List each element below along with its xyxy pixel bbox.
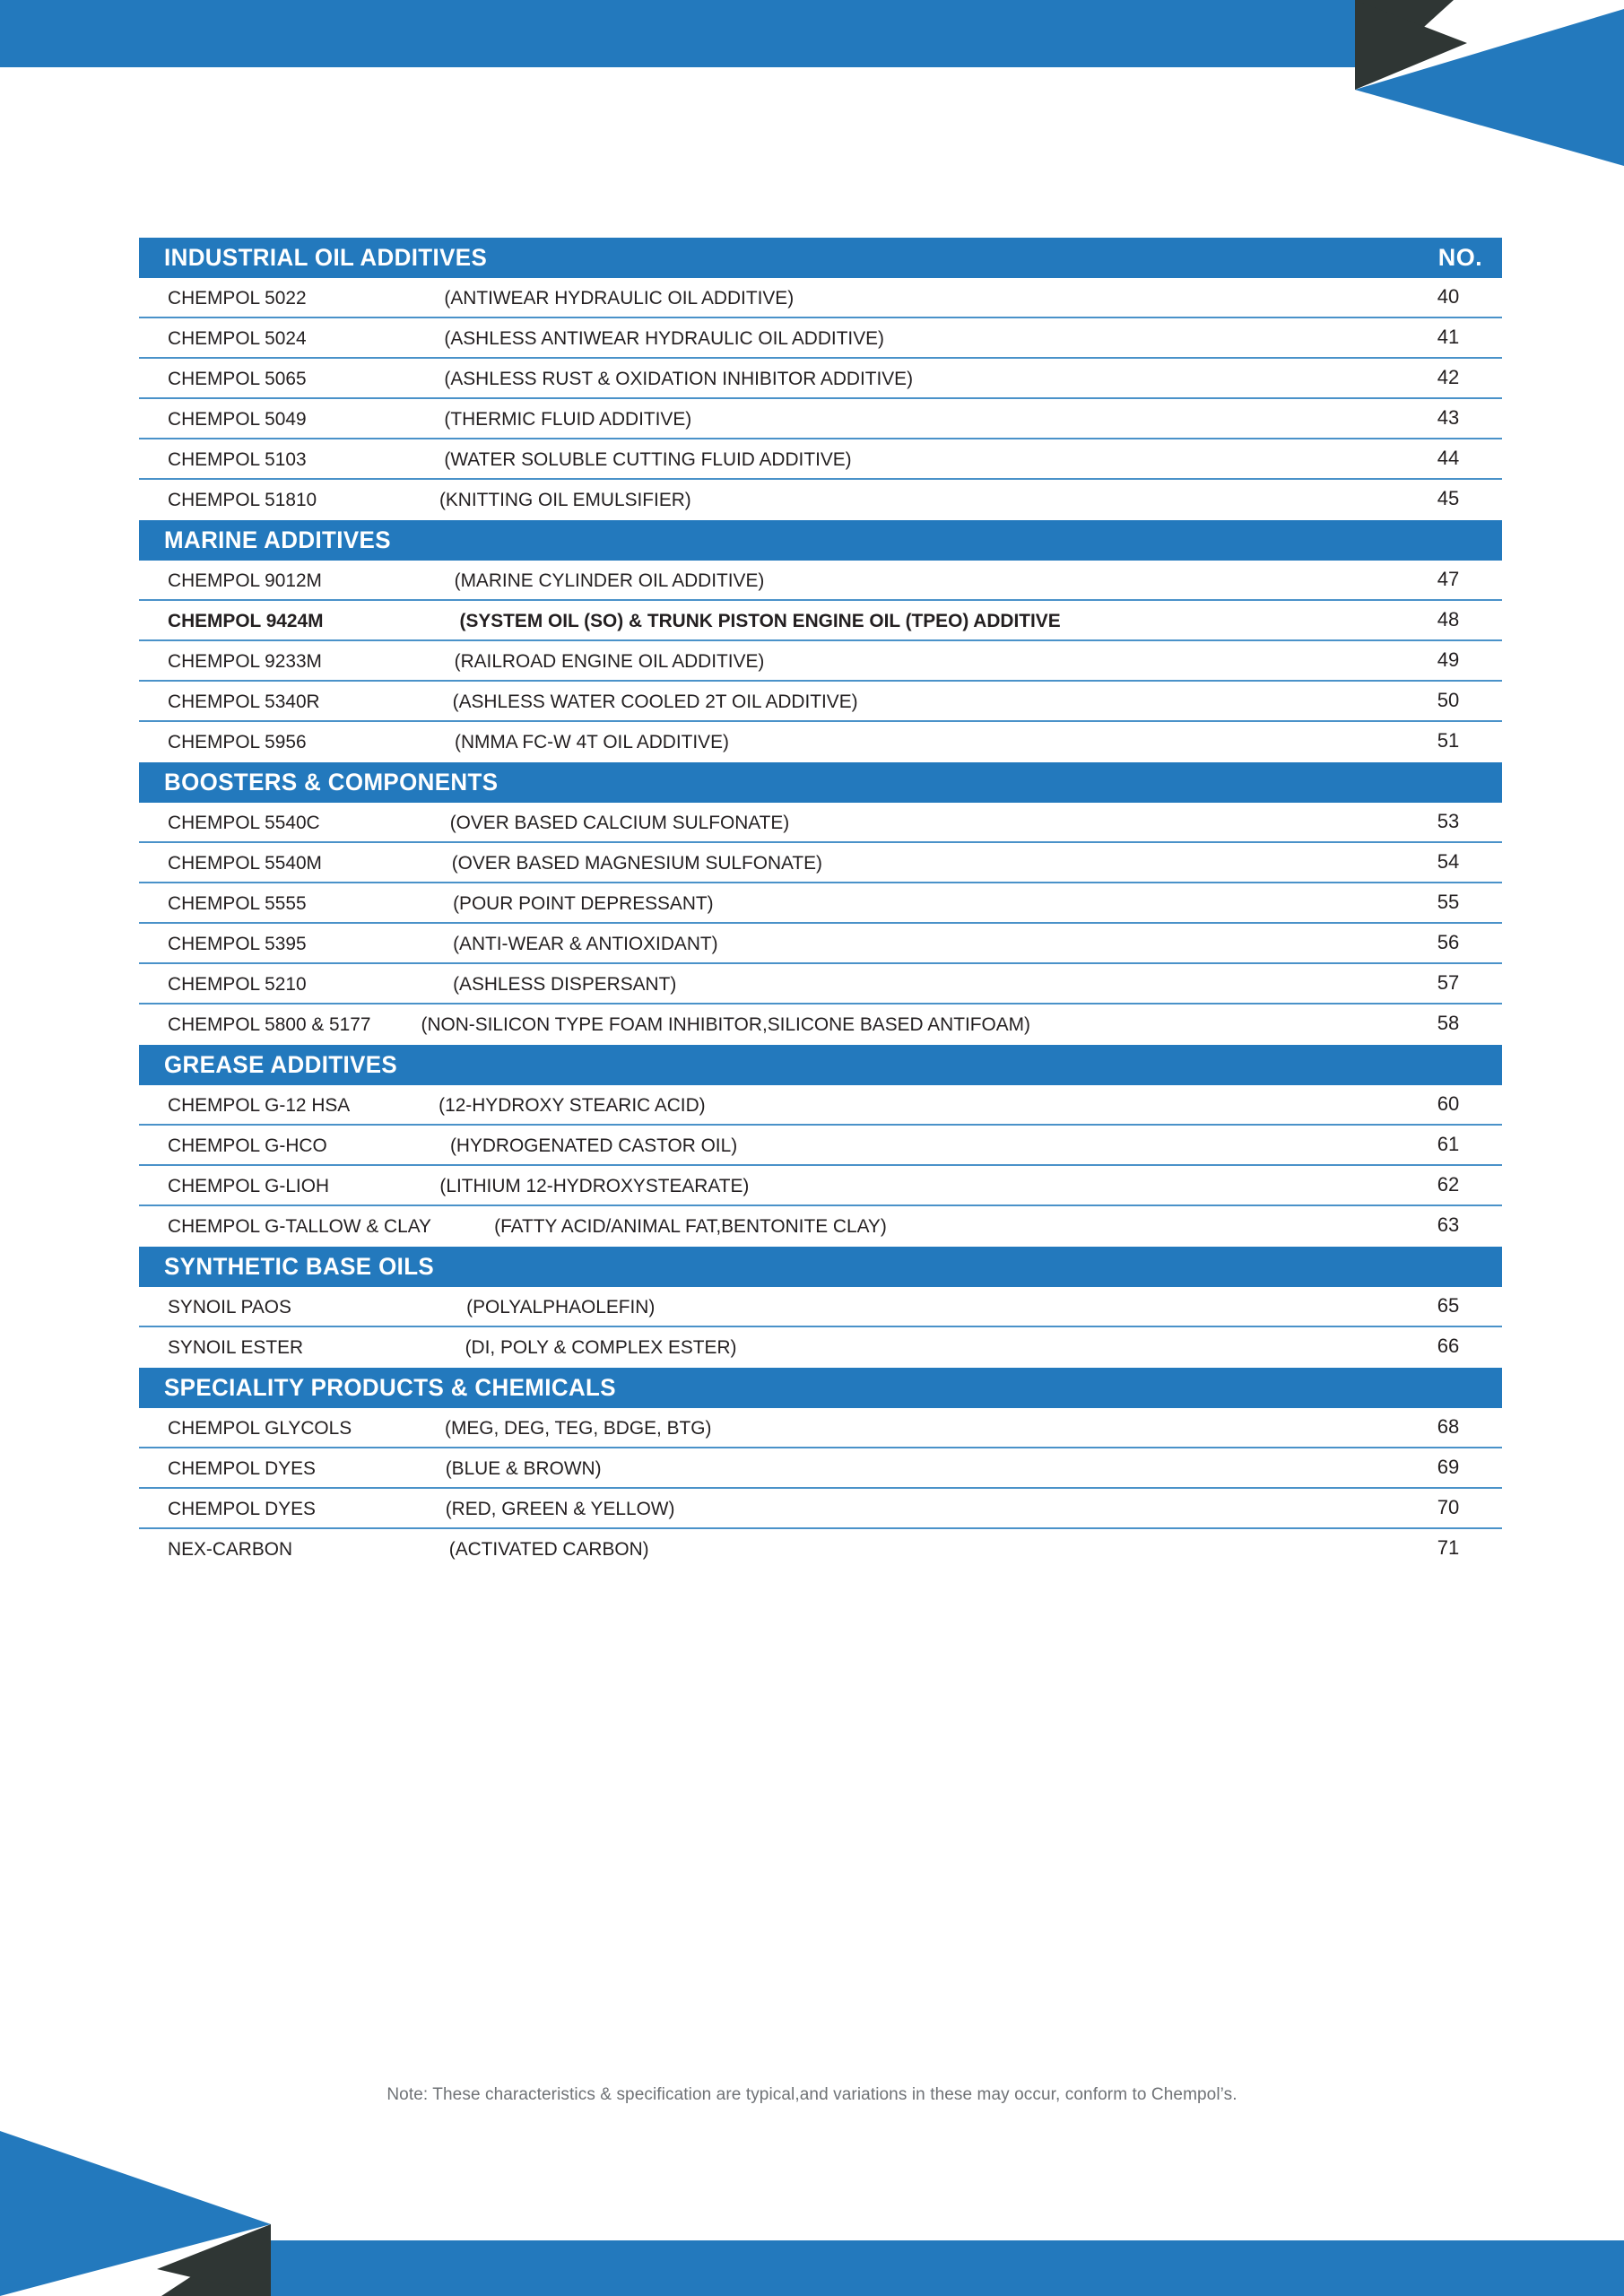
product-name: CHEMPOL G-TALLOW & CLAY <box>168 1215 431 1237</box>
table-row <box>139 964 1502 1004</box>
product-name: CHEMPOL 5022 <box>168 287 307 309</box>
table-row <box>139 641 1502 682</box>
page-number: 61 <box>1437 1133 1460 1155</box>
page-number: 48 <box>1437 608 1460 631</box>
page-number: 70 <box>1437 1496 1460 1518</box>
table-row <box>139 1166 1502 1206</box>
product-description: (MARINE CYLINDER OIL ADDITIVE) <box>454 570 765 591</box>
product-name: CHEMPOL 5210 <box>168 973 307 995</box>
table-row <box>139 722 1502 762</box>
section-header <box>139 1368 1502 1408</box>
product-description: (ASHLESS ANTIWEAR HYDRAULIC OIL ADDITIVE) <box>444 327 885 349</box>
table-row <box>139 1085 1502 1126</box>
page-number: 57 <box>1437 971 1460 994</box>
table-row <box>139 1529 1502 1570</box>
product-description: (RED, GREEN & YELLOW) <box>445 1498 675 1519</box>
page-number: 53 <box>1437 810 1460 832</box>
table-row <box>139 1327 1502 1368</box>
table-row <box>139 883 1502 924</box>
page-number: 71 <box>1437 1536 1460 1559</box>
product-description: (POLYALPHAOLEFIN) <box>466 1296 656 1318</box>
page-number: 51 <box>1437 729 1460 752</box>
product-name: CHEMPOL GLYCOLS <box>168 1417 352 1439</box>
table-row <box>139 1004 1502 1045</box>
product-name: CHEMPOL 9233M <box>168 650 322 672</box>
product-description: (FATTY ACID/ANIMAL FAT,BENTONITE CLAY) <box>494 1215 887 1237</box>
table-row <box>139 601 1502 641</box>
product-name: CHEMPOL 5024 <box>168 327 307 349</box>
page-number: 60 <box>1437 1092 1460 1115</box>
product-description: (WATER SOLUBLE CUTTING FLUID ADDITIVE) <box>444 448 852 470</box>
table-row <box>139 1489 1502 1529</box>
table-row <box>139 561 1502 601</box>
product-name: CHEMPOL 9012M <box>168 570 322 591</box>
page-number: 68 <box>1437 1415 1460 1438</box>
page-number: 40 <box>1437 285 1460 308</box>
table-row <box>139 1408 1502 1448</box>
page-number: 42 <box>1437 366 1460 388</box>
product-description: (NMMA FC-W 4T OIL ADDITIVE) <box>455 731 730 752</box>
product-description: (12-HYDROXY STEARIC ACID) <box>439 1094 707 1116</box>
product-description: (POUR POINT DEPRESSANT) <box>453 892 714 914</box>
page-number: 54 <box>1437 850 1460 873</box>
product-name: CHEMPOL 5800 & 5177 <box>168 1013 371 1035</box>
product-name: CHEMPOL 51810 <box>168 489 317 510</box>
table-row <box>139 1448 1502 1489</box>
product-name: CHEMPOL 5103 <box>168 448 307 470</box>
table-row <box>139 1126 1502 1166</box>
page-number: 43 <box>1437 406 1460 429</box>
product-description: (MEG, DEG, TEG, BDGE, BTG) <box>445 1417 712 1439</box>
section-title: SYNTHETIC BASE OILS <box>164 1253 435 1280</box>
section-header <box>139 238 1502 278</box>
section-header <box>139 520 1502 561</box>
section-title: SPECIALITY PRODUCTS & CHEMICALS <box>164 1374 616 1401</box>
section-header <box>139 762 1502 803</box>
product-name: CHEMPOL 9424M <box>168 610 324 631</box>
product-name: SYNOIL PAOS <box>168 1296 291 1318</box>
table-row <box>139 359 1502 399</box>
page-number: 63 <box>1437 1213 1460 1236</box>
page-number: 66 <box>1437 1335 1460 1357</box>
table-row <box>139 439 1502 480</box>
table-row <box>139 278 1502 318</box>
product-name: CHEMPOL 5340R <box>168 691 320 712</box>
product-name: CHEMPOL G-HCO <box>168 1135 327 1156</box>
product-name: CHEMPOL DYES <box>168 1457 316 1479</box>
product-name: CHEMPOL 5956 <box>168 731 307 752</box>
table-row <box>139 682 1502 722</box>
product-name: CHEMPOL G-LIOH <box>168 1175 330 1196</box>
page-number: 41 <box>1437 326 1460 348</box>
product-description: (THERMIC FLUID ADDITIVE) <box>444 408 692 430</box>
product-description: (ASHLESS DISPERSANT) <box>453 973 677 995</box>
product-name: CHEMPOL 5395 <box>168 933 307 954</box>
sections-container <box>139 238 1502 1570</box>
page-number: 45 <box>1437 487 1460 509</box>
page-number: 44 <box>1437 447 1460 469</box>
page-number: 56 <box>1437 931 1460 953</box>
product-description: (HYDROGENATED CASTOR OIL) <box>450 1135 738 1156</box>
product-name: CHEMPOL 5065 <box>168 368 307 389</box>
product-description: (OVER BASED CALCIUM SULFONATE) <box>449 812 790 833</box>
page-number: 55 <box>1437 891 1460 913</box>
product-name: CHEMPOL DYES <box>168 1498 316 1519</box>
table-row <box>139 399 1502 439</box>
page-number: 69 <box>1437 1456 1460 1478</box>
product-description: (ASHLESS WATER COOLED 2T OIL ADDITIVE) <box>452 691 858 712</box>
product-index-table <box>139 238 1502 1570</box>
section-title: GREASE ADDITIVES <box>164 1051 398 1078</box>
top-blue-bar <box>0 0 1363 67</box>
page-number: 50 <box>1437 689 1460 711</box>
section-title: MARINE ADDITIVES <box>164 526 391 553</box>
product-name: NEX-CARBON <box>168 1538 293 1560</box>
table-row <box>139 318 1502 359</box>
section-header <box>139 1045 1502 1085</box>
product-name: CHEMPOL G-12 HSA <box>168 1094 351 1116</box>
product-description: (RAILROAD ENGINE OIL ADDITIVE) <box>454 650 765 672</box>
product-description: (BLUE & BROWN) <box>445 1457 602 1479</box>
product-description: (NON-SILICON TYPE FOAM INHIBITOR,SILICONE BASED ANTIFOAM) <box>421 1013 1031 1035</box>
table-row <box>139 924 1502 964</box>
top-right-chevron-graphic <box>1247 0 1624 206</box>
footer-note: Note: These characteristics & specification are typical,and variations in these may occur, conform to Chempol’s. <box>386 2085 1238 2104</box>
table-row <box>139 1287 1502 1327</box>
product-name: SYNOIL ESTER <box>168 1336 304 1358</box>
page-number: 49 <box>1437 648 1460 671</box>
table-row <box>139 843 1502 883</box>
table-row <box>139 1206 1502 1247</box>
page-number: 47 <box>1437 568 1460 590</box>
product-description: (ASHLESS RUST & OXIDATION INHIBITOR ADDITIVE) <box>444 368 914 389</box>
product-description: (DI, POLY & COMPLEX ESTER) <box>465 1336 737 1358</box>
product-name: CHEMPOL 5555 <box>168 892 307 914</box>
product-description: (LITHIUM 12-HYDROXYSTEARATE) <box>439 1175 749 1196</box>
product-description: (ANTIWEAR HYDRAULIC OIL ADDITIVE) <box>444 287 795 309</box>
product-description: (OVER BASED MAGNESIUM SULFONATE) <box>451 852 823 874</box>
page-number: 62 <box>1437 1173 1460 1196</box>
product-description: (KNITTING OIL EMULSIFIER) <box>439 489 692 510</box>
product-description: (ANTI-WEAR & ANTIOXIDANT) <box>453 933 718 954</box>
product-description: (ACTIVATED CARBON) <box>449 1538 649 1560</box>
section-header <box>139 1247 1502 1287</box>
product-description: (SYSTEM OIL (SO) & TRUNK PISTON ENGINE OIL (TPEO) ADDITIVE <box>459 610 1061 631</box>
page-number: 65 <box>1437 1294 1460 1317</box>
bottom-blue-bar <box>271 2240 1624 2296</box>
product-name: CHEMPOL 5540C <box>168 812 320 833</box>
no-column-header: NO. <box>1437 244 1482 271</box>
page-number: 58 <box>1437 1012 1460 1034</box>
table-row <box>139 803 1502 843</box>
table-row <box>139 480 1502 520</box>
section-title: BOOSTERS & COMPONENTS <box>164 769 499 796</box>
bottom-left-chevron-graphic <box>0 2090 386 2296</box>
product-name: CHEMPOL 5049 <box>168 408 307 430</box>
section-title: INDUSTRIAL OIL ADDITIVES <box>164 244 488 271</box>
product-name: CHEMPOL 5540M <box>168 852 322 874</box>
